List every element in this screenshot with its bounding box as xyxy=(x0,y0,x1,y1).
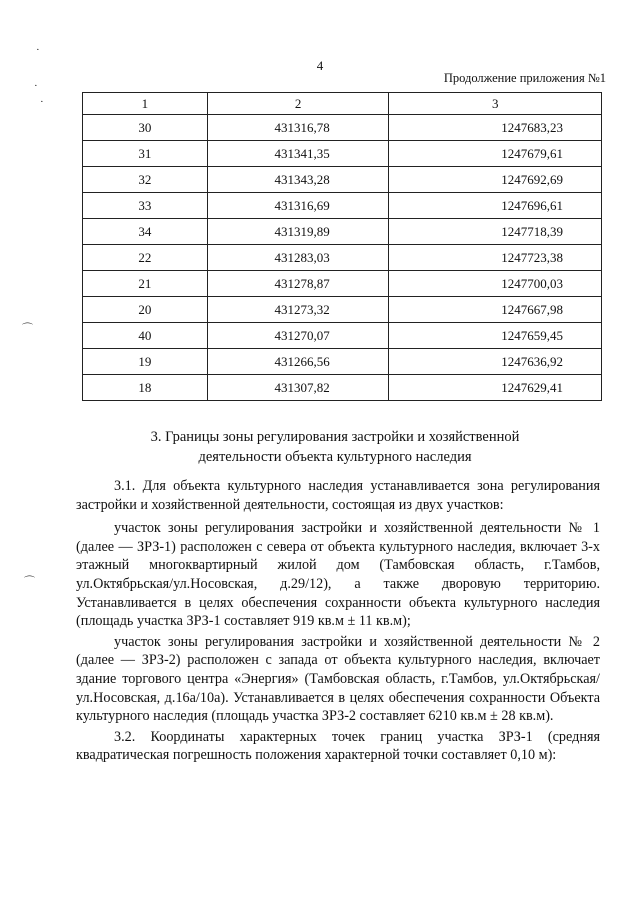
table-cell: 18 xyxy=(83,375,208,401)
coordinates-table xyxy=(82,92,602,401)
table-body xyxy=(83,115,602,401)
table-header-row xyxy=(83,93,602,115)
table-cell: 1247659,45 xyxy=(389,323,602,349)
table-row xyxy=(83,167,602,193)
table-cell: 33 xyxy=(83,193,208,219)
section-body xyxy=(76,477,600,770)
paragraph: участок зоны регулирования застройки и хозяйственной деятельности № 1 (далее — ЗРЗ-1) расположен с севера от объекта культурного наследия, включает 3-х этажный многоквартирный жилой дом (Тамбовская область, г.Тамбов, ул.Октябрьская/ул.Носовская, д.29/12), а также дворовую территорию. Устанавливается в целях обеспечения сохранности объекта культурного наследия (площадь участка ЗРЗ-1 составляет 919 кв.м ± 11 кв.м); xyxy=(76,520,600,630)
table-cell: 1247636,92 xyxy=(389,349,602,375)
table-row xyxy=(83,115,602,141)
scan-mark: ⌒ xyxy=(24,576,35,588)
table-row xyxy=(83,219,602,245)
table-cell: 1247667,98 xyxy=(389,297,602,323)
table-cell: 20 xyxy=(83,297,208,323)
table-row xyxy=(83,141,602,167)
table-row xyxy=(83,323,602,349)
table-cell: 1247700,03 xyxy=(389,271,602,297)
table-cell: 431316,69 xyxy=(207,193,389,219)
scan-mark: · xyxy=(40,96,44,108)
table-row xyxy=(83,245,602,271)
table-cell: 1247718,39 xyxy=(389,219,602,245)
table-cell: 431266,56 xyxy=(207,349,389,375)
continuation-note: Продолжение приложения №1 xyxy=(443,71,606,85)
table-cell: 431283,03 xyxy=(207,245,389,271)
table-cell: 30 xyxy=(83,115,208,141)
table-cell: 1247683,23 xyxy=(389,115,602,141)
table-cell: 1247723,38 xyxy=(389,245,602,271)
table-cell: 431273,32 xyxy=(207,297,389,323)
table-row xyxy=(83,349,602,375)
paragraph: 3.2. Координаты характерных точек границ участка ЗРЗ-1 (средняя квадратическая погрешность положения характерной точки составляет 0,10 м): xyxy=(76,728,600,764)
table-row xyxy=(83,193,602,219)
column-header: 2 xyxy=(207,93,389,115)
paragraph: участок зоны регулирования застройки и хозяйственной деятельности № 2 (далее — ЗРЗ-2) расположен с запада от объекта культурного наследия, включает здание торгового центра «Энергия» (Тамбовская область, г.Тамбов, ул.Октябрьская/ул.Носовская, д.16а/10а). Устанавливается в целях обеспечения сохранности Объекта культурного наследия (площадь участка ЗРЗ-2 составляет 6210 кв.м ± 28 кв.м). xyxy=(76,633,600,725)
table-cell: 431343,28 xyxy=(207,167,389,193)
scan-mark: · xyxy=(34,80,38,92)
table-row xyxy=(83,271,602,297)
table-row xyxy=(83,297,602,323)
table-cell: 1247629,41 xyxy=(389,375,602,401)
scan-mark: · xyxy=(36,44,40,56)
table-cell: 431341,35 xyxy=(207,141,389,167)
table-cell: 1247692,69 xyxy=(389,167,602,193)
table-cell: 431270,07 xyxy=(207,323,389,349)
table-cell: 431307,82 xyxy=(207,375,389,401)
column-header: 3 xyxy=(389,93,602,115)
page-number: 4 xyxy=(316,58,324,73)
column-header: 1 xyxy=(83,93,208,115)
table-cell: 34 xyxy=(83,219,208,245)
table-cell: 1247696,61 xyxy=(389,193,602,219)
paragraph: 3.1. Для объекта культурного наследия устанавливается зона регулирования застройки и хозяйственной деятельности, состоящая из двух участков: xyxy=(76,478,600,513)
section-heading: 3. Границы зоны регулирования застройки и хозяйственной деятельности объекта культурного наследия xyxy=(150,429,520,465)
table-row xyxy=(83,375,602,401)
table-cell: 31 xyxy=(83,141,208,167)
table-cell: 431319,89 xyxy=(207,219,389,245)
table-cell: 21 xyxy=(83,271,208,297)
table-cell: 431316,78 xyxy=(207,115,389,141)
table-cell: 1247679,61 xyxy=(389,141,602,167)
table-cell: 22 xyxy=(83,245,208,271)
table-cell: 19 xyxy=(83,349,208,375)
scan-mark: ⌒ xyxy=(22,323,33,335)
table-cell: 40 xyxy=(83,323,208,349)
table-cell: 431278,87 xyxy=(207,271,389,297)
table-cell: 32 xyxy=(83,167,208,193)
